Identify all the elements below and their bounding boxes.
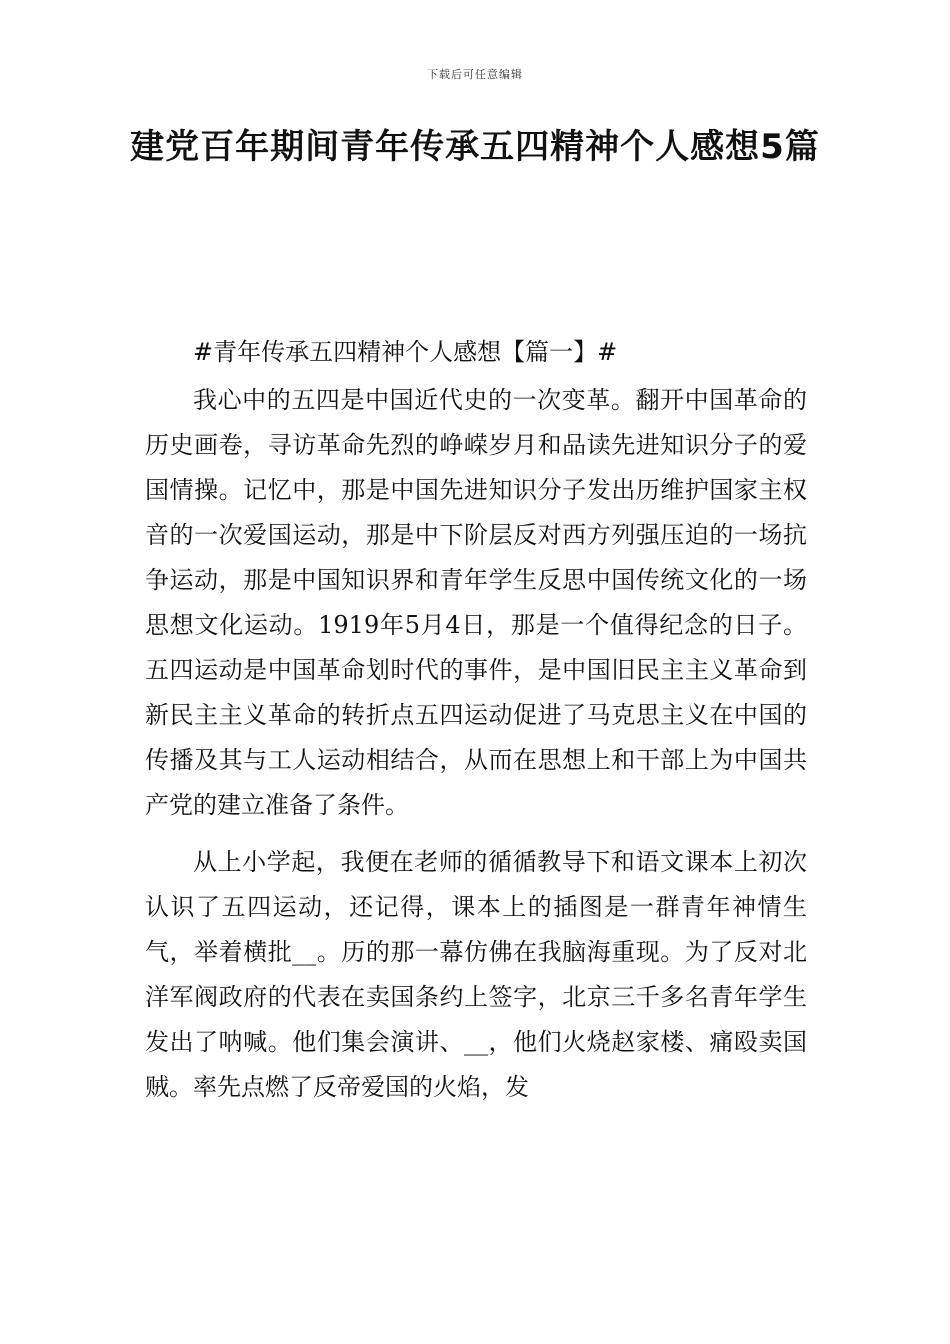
document-body: [145, 330, 807, 1110]
body-paragraph-1: 我心中的五四是中国近代史的一次变革。翻开中国革命的历史画卷，寻访革命先烈的峥嵘岁月和品读先进知识分子的爱国情操。记忆中，那是中国先进知识分子发出历维护国家主权音的一次爱国运动，那是中下阶层反对西方列强压迫的一场抗争运动，那是中国知识界和青年学生反思中国传统文化的一场思想文化运动。1919年5月4日，那是一个值得纪念的日子。五四运动是中国革命划时代的事件，是中国旧民主主义革命到新民主主义革命的转折点五四运动促进了马克思主义在中国的传播及其与工人运动相结合，从而在思想上和干部上为中国共产党的建立准备了条件。: [145, 386, 807, 819]
download-note: 下载后可任意编辑: [427, 68, 523, 81]
document-title: 建党百年期间青年传承五四精神个人感想5篇: [130, 127, 820, 167]
section-heading: #青年传承五四精神个人感想【篇一】#: [193, 338, 618, 366]
body-paragraph-2: 从上小学起，我便在老师的循循教导下和语文课本上初次认识了五四运动，还记得，课本上的插图是一群青年神情生气，举着横批__。历的那一幕仿佛在我脑海重现。为了反对北洋军阀政府的代表在卖国条约上签字，北京三千多名青年学生发出了呐喊。他们集会演讲、__，他们火烧赵家楼、痛殴卖国贼。率先点燃了反帝爱国的火焰，发: [145, 848, 807, 1101]
